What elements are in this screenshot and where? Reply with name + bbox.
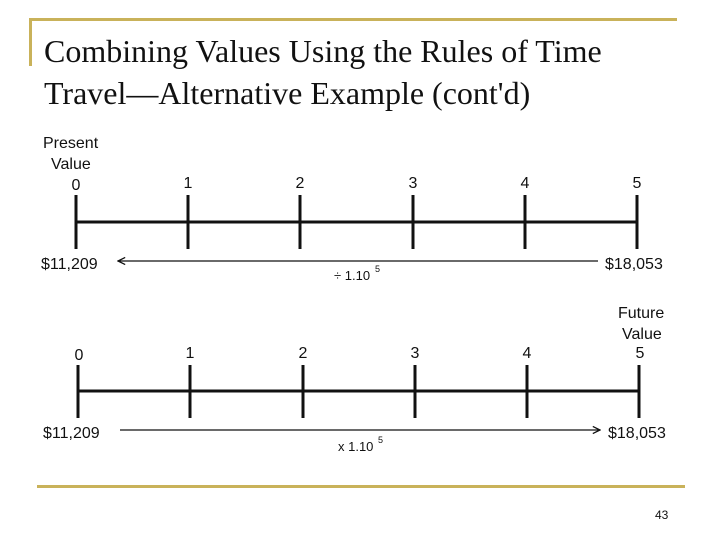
period-label-bottom-3: 3 — [410, 345, 420, 362]
future-value-caption-line-2: Value — [622, 326, 662, 343]
period-label-top-0: 0 — [71, 177, 81, 194]
discount-operation-exponent: 5 — [375, 264, 381, 274]
period-label-bottom-5: 5 — [635, 345, 645, 362]
future-value-amount-bottom: $18,053 — [608, 425, 666, 442]
discount-operation-label: ÷ 1.10 — [334, 268, 371, 283]
compound-operation-label: x 1.10 — [338, 439, 374, 454]
slide-title-line-1: Combining Values Using the Rules of Time — [44, 33, 602, 69]
future-value-caption-line-1: Future — [618, 305, 665, 322]
compound-operation-exponent: 5 — [378, 435, 384, 445]
period-label-top-5: 5 — [632, 175, 642, 192]
present-value-amount-bottom: $11,209 — [43, 425, 100, 442]
future-value-amount-top: $18,053 — [605, 256, 663, 273]
period-label-top-1: 1 — [183, 175, 193, 192]
timeline-top — [41, 135, 663, 283]
period-label-bottom-4: 4 — [522, 345, 532, 362]
present-value-amount-top: $11,209 — [41, 256, 98, 273]
period-label-bottom-2: 2 — [298, 345, 308, 362]
present-value-caption-line-2: Value — [51, 156, 91, 173]
slide-title-line-2: Travel—Alternative Example (cont'd) — [44, 75, 531, 111]
period-label-bottom-1: 1 — [185, 345, 195, 362]
period-label-top-3: 3 — [408, 175, 418, 192]
period-label-top-4: 4 — [520, 175, 530, 192]
page-number: 43 — [655, 508, 669, 522]
present-value-caption-line-1: Present — [43, 135, 99, 152]
period-label-top-2: 2 — [295, 175, 305, 192]
timeline-bottom — [43, 305, 666, 454]
period-label-bottom-0: 0 — [74, 347, 84, 364]
